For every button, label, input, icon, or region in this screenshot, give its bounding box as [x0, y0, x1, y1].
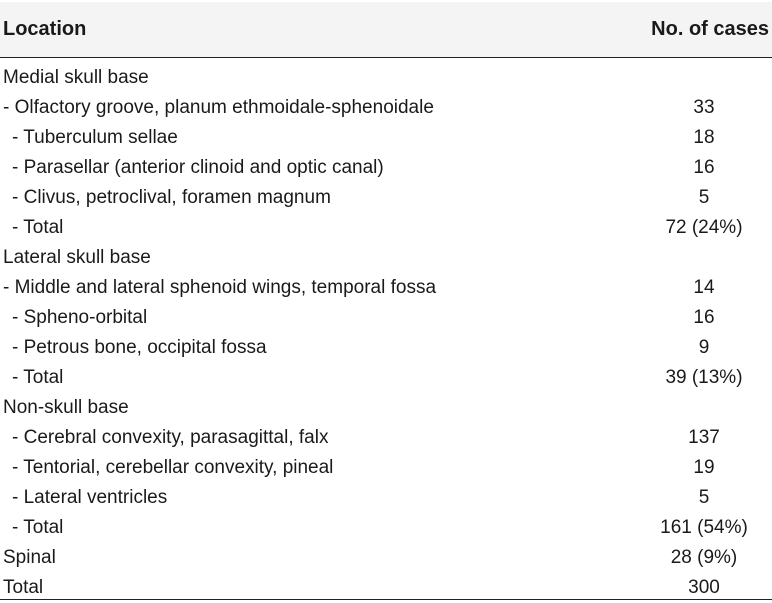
row-cases: 5 [698, 487, 710, 508]
table-row [0, 483, 772, 513]
row-location: - Tentorial, cerebellar convexity, pineal [12, 457, 334, 478]
row-location: - Parasellar (anterior clinoid and optic canal) [12, 157, 384, 178]
row-location: - Clivus, petroclival, foramen magnum [12, 187, 331, 208]
row-location: - Middle and lateral sphenoid wings, temporal fossa [3, 277, 437, 298]
row-cases: 33 [693, 97, 715, 118]
header-location: Location [3, 18, 87, 40]
table-row [0, 543, 772, 573]
row-location: Non-skull base [3, 397, 129, 418]
row-location: Spinal [3, 547, 56, 568]
table-row [0, 183, 772, 213]
row-location: - Total [12, 517, 64, 538]
row-location: - Petrous bone, occipital fossa [12, 337, 267, 358]
table-row [0, 423, 772, 453]
table-row [0, 63, 772, 93]
row-location: - Cerebral convexity, parasagittal, falx [12, 427, 329, 448]
table-row [0, 393, 772, 423]
row-cases: 9 [698, 337, 710, 358]
row-cases: 39 (13%) [665, 367, 743, 388]
table-row [0, 513, 772, 543]
row-location: Medial skull base [3, 67, 149, 88]
row-location: - Lateral ventricles [12, 487, 168, 508]
table-row [0, 213, 772, 243]
row-cases: 5 [698, 187, 710, 208]
row-cases: 16 [693, 157, 715, 178]
row-cases: 14 [693, 277, 715, 298]
table-header [0, 2, 772, 57]
table-row [0, 363, 772, 393]
table-body [0, 63, 772, 603]
row-location: Total [3, 577, 44, 598]
table-row [0, 333, 772, 363]
row-cases: 161 (54%) [660, 517, 748, 538]
header-cases: No. of cases [651, 18, 769, 40]
table-row [0, 153, 772, 183]
row-location: - Tuberculum sellae [12, 127, 178, 148]
row-cases: 16 [693, 307, 715, 328]
row-location: - Spheno-orbital [12, 307, 148, 328]
row-cases: 72 (24%) [665, 217, 743, 238]
table-row [0, 123, 772, 153]
table-row [0, 93, 772, 123]
table-row [0, 243, 772, 273]
row-location: - Total [12, 217, 64, 238]
table-row [0, 453, 772, 483]
row-cases: 137 [688, 427, 720, 448]
row-cases: 18 [693, 127, 715, 148]
row-cases: 19 [693, 457, 715, 478]
bottom-rule [0, 599, 772, 600]
row-location: Lateral skull base [3, 247, 151, 268]
table-row [0, 273, 772, 303]
row-cases: 28 (9%) [670, 547, 738, 568]
row-cases: 300 [688, 577, 720, 598]
table-row [0, 303, 772, 333]
row-location: - Olfactory groove, planum ethmoidale-sphenoidale [3, 97, 434, 118]
header-rule [0, 57, 772, 58]
row-location: - Total [12, 367, 64, 388]
